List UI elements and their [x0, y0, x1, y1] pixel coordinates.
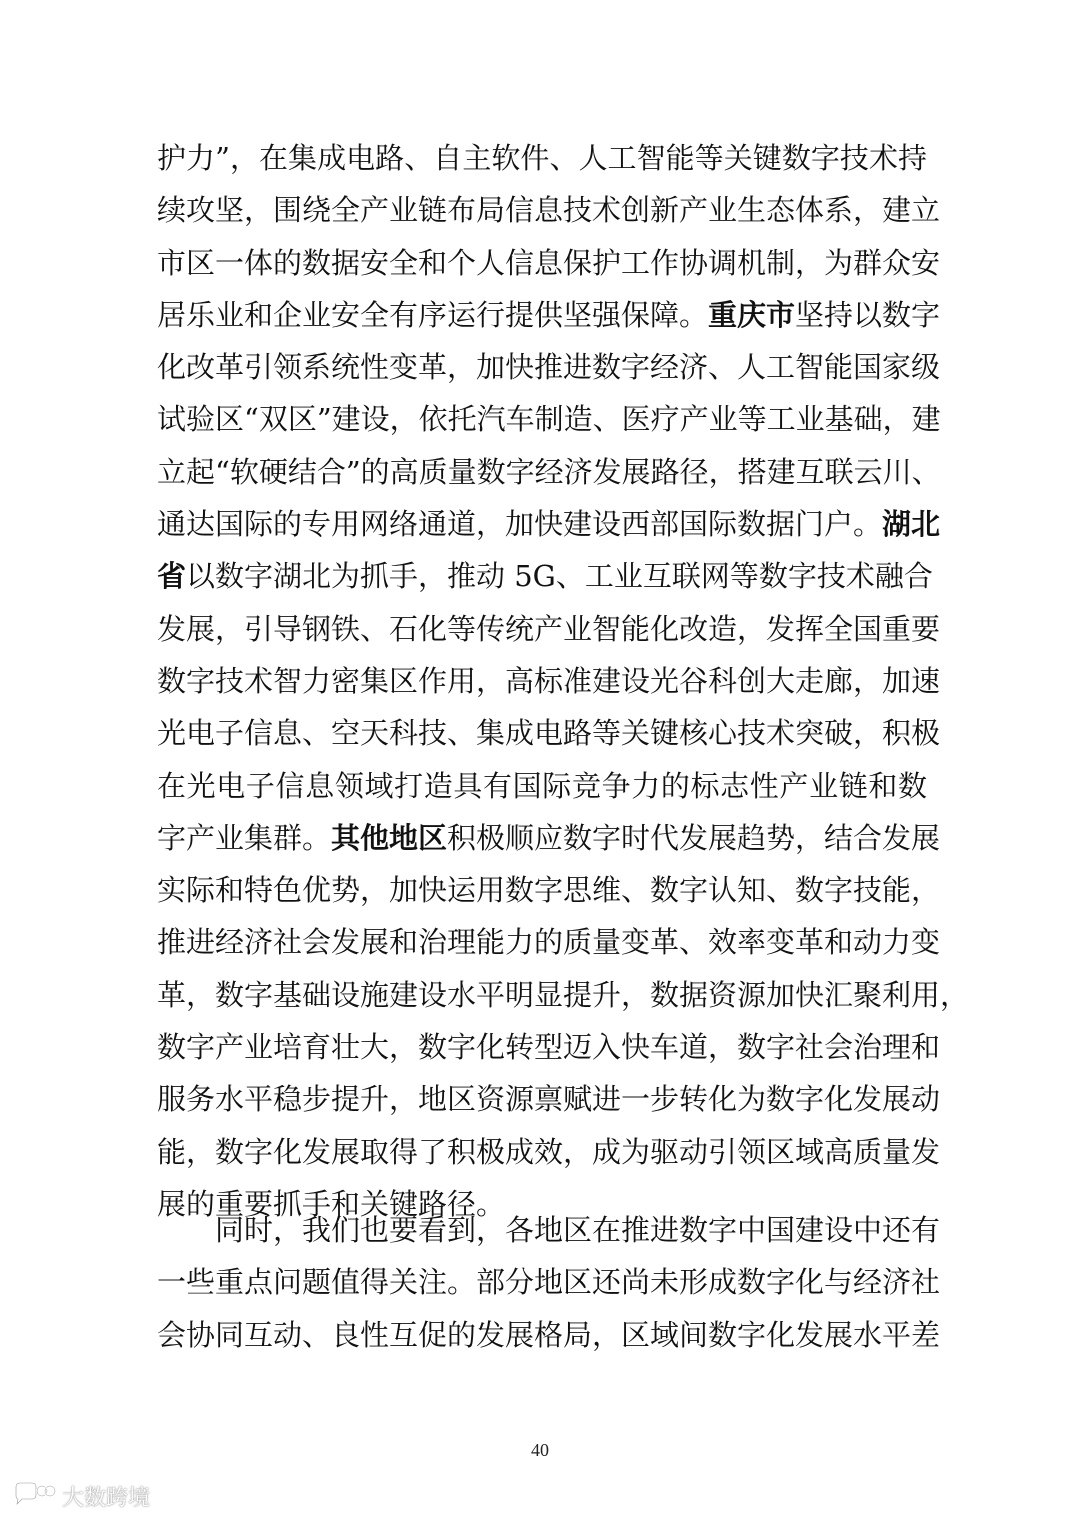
text-line: [157, 446, 941, 498]
region-heading-other: 其他地区: [331, 820, 448, 855]
text-run: 护力”，在集成电路、自主软件、人工智能等关键数字技术持: [157, 141, 927, 175]
text-line: [157, 341, 941, 393]
text-line: [157, 550, 933, 602]
watermark-text: 大数跨境: [62, 1485, 151, 1511]
text-run: 光电子信息、空天科技、集成电路等关键核心技术突破，积极: [157, 716, 941, 751]
watermark: [10, 1478, 150, 1514]
text-line: [157, 603, 941, 655]
chat-bubble-logo-icon: [10, 1481, 56, 1511]
text-line: [157, 1073, 941, 1125]
text-line: [157, 707, 941, 759]
text-run: 在光电子信息领域打造具有国际竞争力的标志性产业链和数: [157, 768, 927, 803]
text-run: 化改革引领系统性变革，加快推进数字经济、人工智能国家级: [157, 350, 941, 385]
text-run: 一些重点问题值得关注。部分地区还尚未形成数字化与经济社: [157, 1265, 941, 1300]
text-line: [157, 184, 941, 236]
text-line: [157, 289, 941, 341]
text-run: 革，数字基础设施建设水平明显提升，数据资源加快汇聚利用，: [157, 977, 970, 1012]
text-run: 市区一体的数据安全和个人信息保护工作协调机制，为群众安: [157, 245, 941, 280]
text-run: 续攻坚，围绕全产业链布局信息技术创新产业生态体系，建立: [157, 193, 941, 228]
text-line: [157, 1309, 941, 1361]
text-run: 实际和特色优势，加快运用数字思维、数字认知、数字技能，: [157, 873, 941, 908]
text-line: [157, 812, 941, 864]
text-line: [157, 393, 941, 445]
text-run: 服务水平稳步提升，地区资源禀赋进一步转化为数字化发展动: [157, 1082, 941, 1117]
text-line: [157, 498, 941, 550]
region-heading-hubei: 湖北: [882, 507, 941, 542]
text-run: 通达国际的专用网络通道，加快建设西部国际数据门户。: [157, 507, 883, 542]
text-run: 会协同互动、良性互促的发展格局，区域间数字化发展水平差: [157, 1317, 941, 1352]
text-line: [157, 916, 941, 968]
text-run: 坚持以数字: [795, 297, 941, 332]
text-run: 积极顺应数字时代发展趋势，结合发展: [447, 820, 941, 855]
text-run: 展的重要抓手和关键路径。: [157, 1186, 506, 1221]
text-line: [157, 132, 927, 184]
region-heading-chongqing: 重庆市: [708, 297, 796, 332]
text-run: 数字技术智力密集区作用，高标准建设光谷科创大走廊，加速: [157, 663, 941, 698]
text-line: [157, 760, 927, 812]
text-run: 数字产业培育壮大，数字化转型迈入快车道，数字社会治理和: [157, 1030, 941, 1065]
region-heading-hubei-cont: 省: [157, 559, 187, 594]
text-run: 试验区“双区”建设，依托汽车制造、医疗产业等工业基础，建: [157, 402, 941, 437]
text-run: 推进经济社会发展和治理能力的质量变革、效率变革和动力变: [157, 925, 941, 960]
text-run: 居乐业和企业安全有序运行提供坚强保障。: [157, 297, 709, 332]
text-run: 同时，我们也要看到，各地区在推进数字中国建设中还有: [215, 1213, 941, 1247]
page-number: 40: [531, 1440, 549, 1460]
text-run: 字产业集群。: [157, 820, 332, 855]
text-line: [157, 1256, 941, 1308]
text-line: [157, 1126, 941, 1178]
text-run: 能，数字化发展取得了积极成效，成为驱动引领区域高质量发: [157, 1134, 941, 1169]
text-line: [157, 969, 970, 1021]
text-run: 以数字湖北为抓手，推动 5G、工业互联网等数字技术融合: [186, 559, 933, 594]
text-line: [157, 1021, 941, 1073]
text-run: 立起“软硬结合”的高质量数字经济发展路径，搭建互联云川、: [157, 454, 941, 489]
text-line: [157, 864, 941, 916]
paragraph-issues: [157, 1204, 941, 1361]
text-line: [157, 655, 941, 707]
text-line: [157, 237, 941, 289]
text-run: 发展，引导钢铁、石化等传统产业智能化改造，发挥全国重要: [157, 611, 941, 646]
text-line: [157, 1204, 941, 1256]
